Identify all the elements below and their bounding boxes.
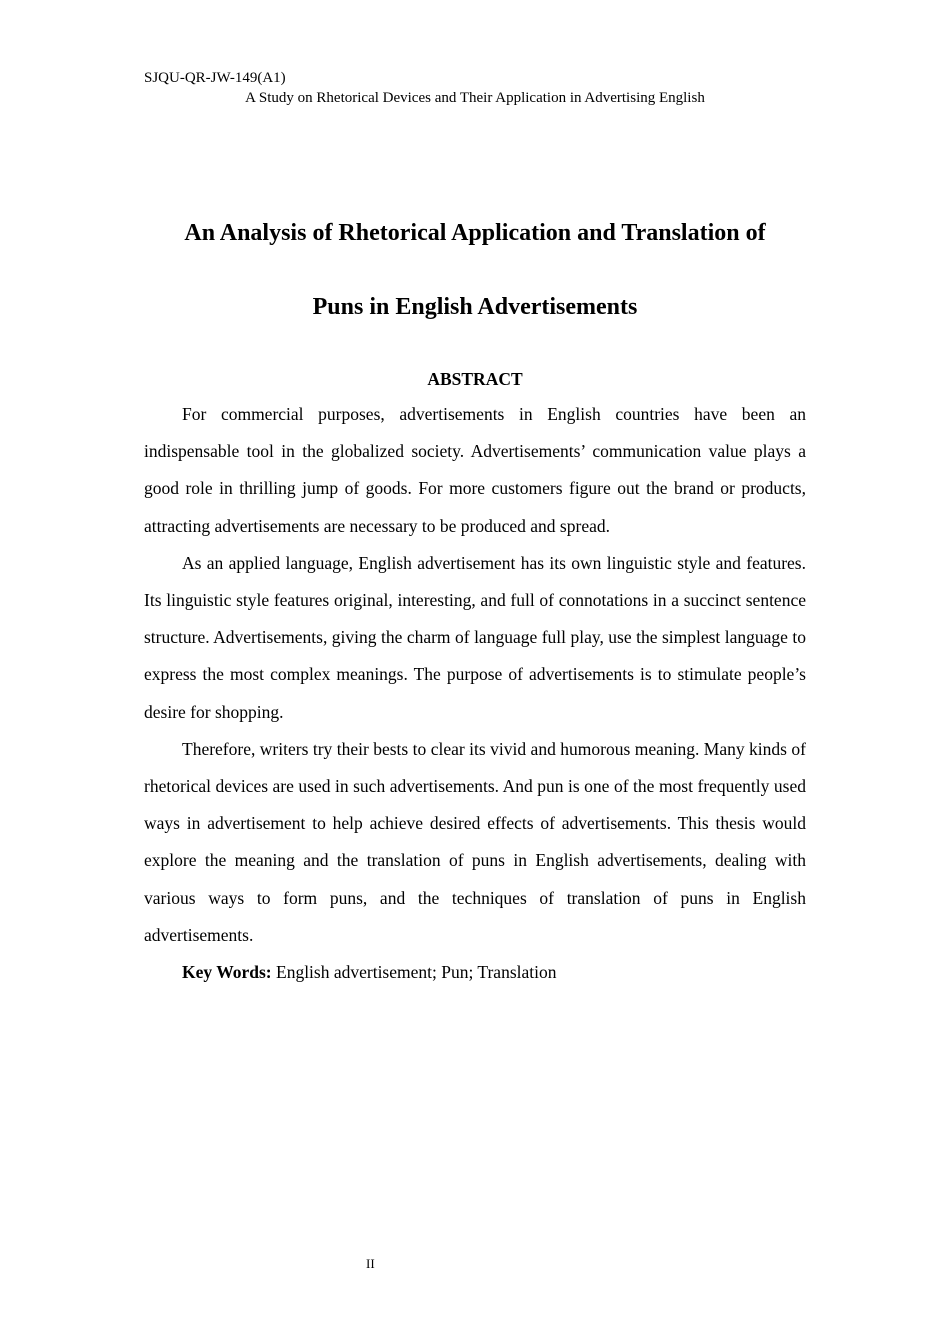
page-title bbox=[100, 196, 850, 344]
abstract-body bbox=[144, 396, 806, 991]
keywords-line bbox=[144, 954, 806, 991]
keywords-value: English advertisement; Pun; Translation bbox=[276, 962, 557, 983]
page-number: II bbox=[366, 1256, 375, 1271]
running-header: A Study on Rhetorical Devices and Their Application in Advertising English bbox=[245, 90, 705, 106]
document-code: SJQU-QR-JW-149(A1) bbox=[144, 70, 286, 86]
abstract-heading: ABSTRACT bbox=[427, 369, 523, 389]
title-line-2: Puns in English Advertisements bbox=[312, 294, 638, 320]
title-line-1: An Analysis of Rhetorical Application and Translation of bbox=[184, 220, 766, 246]
keywords-label: Key Words: bbox=[182, 962, 272, 983]
abstract-paragraph-1: For commercial purposes, advertisements in English countries have been an indispensable tool in the globalized society. Advertisements’ communication value plays a good role in thrilling jump of goods. For more customers figure out the brand or products, attracting advertisements are necessary to be produced and spread. bbox=[144, 404, 806, 536]
abstract-paragraph-3: Therefore, writers try their bests to clear its vivid and humorous meaning. Many kinds of rhetorical devices are used in such advertisements. And pun is one of the most frequently used ways in advertisement to help achieve desired effects of advertisements. This thesis would explore the meaning and the translation of puns in English advertisements, dealing with various ways to form puns, and the techniques of translation of puns in English advertisements. bbox=[144, 738, 806, 945]
abstract-paragraph-2: As an applied language, English advertisement has its own linguistic style and features. Its linguistic style features original, interesting, and full of connotations in a succinct sentence structure. Advertisements, giving the charm of language full play, use the simplest language to express the most complex meanings. The purpose of advertisements is to stimulate people’s desire for shopping. bbox=[144, 552, 806, 722]
